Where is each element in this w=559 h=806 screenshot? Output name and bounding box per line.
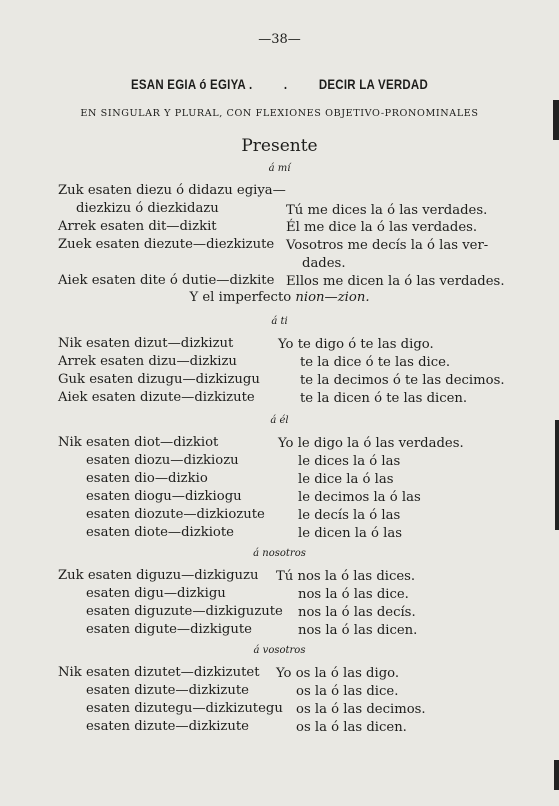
basque-line: esaten diote—dizkiote [86,525,234,540]
spanish-line: Vosotros me decís la ó las ver- [286,238,489,253]
basque-line: esaten dizute—dizkizute [86,719,249,734]
spanish-line: Yo os la ó las digo. [276,666,400,681]
spanish-line: Tú me dices la ó las verdades. [286,203,488,218]
spanish-line: Tú nos la ó las dices. [276,569,416,584]
basque-line: Aiek esaten dite ó dutie—dizkite [58,273,275,288]
basque-line: Guk esaten dizugu—dizkizugu [58,372,260,387]
basque-line: Arrek esaten dit—dizkit [58,219,217,234]
spanish-line: le decimos la ó las [298,490,421,505]
basque-line: esaten diogu—dizkiogu [86,489,242,504]
basque-line: esaten dio—dizkio [86,471,208,486]
spanish-line: Él me dice la ó las verdades. [286,220,478,235]
section-label: á ti [271,316,288,327]
spanish-line: Yo le digo la ó las verdades. [278,436,464,451]
basque-line: esaten digu—dizkigu [86,586,226,601]
spanish-line: Yo te digo ó te las digo. [278,337,434,352]
basque-line: Zuek esaten diezute—diezkizute [58,237,275,252]
spanish-line: os la ó las dicen. [296,720,407,735]
spanish-line: dades. [302,256,346,271]
note-forms: nion—zion. [295,290,370,305]
page-title [50,76,508,92]
imperfect-note [0,290,559,305]
page-edge-shadow [555,420,559,530]
subtitle: EN SINGULAR Y PLURAL, CON FLEXIONES OBJETIVO-PRONOMINALES [80,108,479,119]
section-label: á él [270,415,289,426]
basque-line: Nik esaten diot—dizkiot [58,435,219,450]
title-basque: ESAN EGIA ó EGIYA . [130,76,253,92]
spanish-line: Ellos me dicen la ó las verdades. [286,274,505,289]
spanish-line: te la dice ó te las dice. [300,355,451,370]
spanish-line: le dices la ó las [298,454,401,469]
basque-line: diezkizu ó diezkidazu [76,201,219,216]
spanish-line: os la ó las dice. [296,684,399,699]
basque-line: Zuk esaten diezu ó didazu egiya— [58,183,286,198]
basque-line: esaten diozute—dizkiozute [86,507,265,522]
basque-line: Aiek esaten dizute—dizkizute [58,390,255,405]
spanish-line: nos la ó las dice. [298,587,409,602]
section-label: á vosotros [253,645,306,656]
title-spanish: DECIR LA VERDAD [318,76,428,92]
basque-line: esaten digute—dizkigute [86,622,252,637]
basque-line: esaten diguzute—dizkiguzute [86,604,283,619]
spanish-line: nos la ó las dicen. [298,623,418,638]
basque-line: Nik esaten dizutet—dizkizutet [58,665,260,680]
spanish-line: le dice la ó las [298,472,394,487]
page-edge-shadow [554,760,559,790]
page-edge-shadow [553,100,559,140]
section-label: á nosotros [253,548,306,559]
basque-line: Nik esaten dizut—dizkizut [58,336,234,351]
basque-line: Zuk esaten diguzu—dizkiguzu [58,568,259,583]
tense-heading: Presente [241,136,318,156]
basque-line: Arrek esaten dizu—dizkizu [58,354,237,369]
spanish-line: le decís la ó las [298,508,401,523]
note-text: Y el imperfecto [189,290,292,305]
basque-line: esaten dizute—dizkizute [86,683,249,698]
title-separator-dot: . [283,76,288,92]
spanish-line: le dicen la ó las [298,526,402,541]
page-number: —38— [258,32,301,47]
section-label: á mí [268,163,291,174]
basque-line: esaten diozu—dizkiozu [86,453,239,468]
basque-line: esaten dizutegu—dizkizutegu [86,701,283,716]
spanish-line: nos la ó las decís. [298,605,416,620]
spanish-line: te la dicen ó te las dicen. [300,391,468,406]
spanish-line: te la decimos ó te las decimos. [300,373,505,388]
spanish-line: os la ó las decimos. [296,702,426,717]
